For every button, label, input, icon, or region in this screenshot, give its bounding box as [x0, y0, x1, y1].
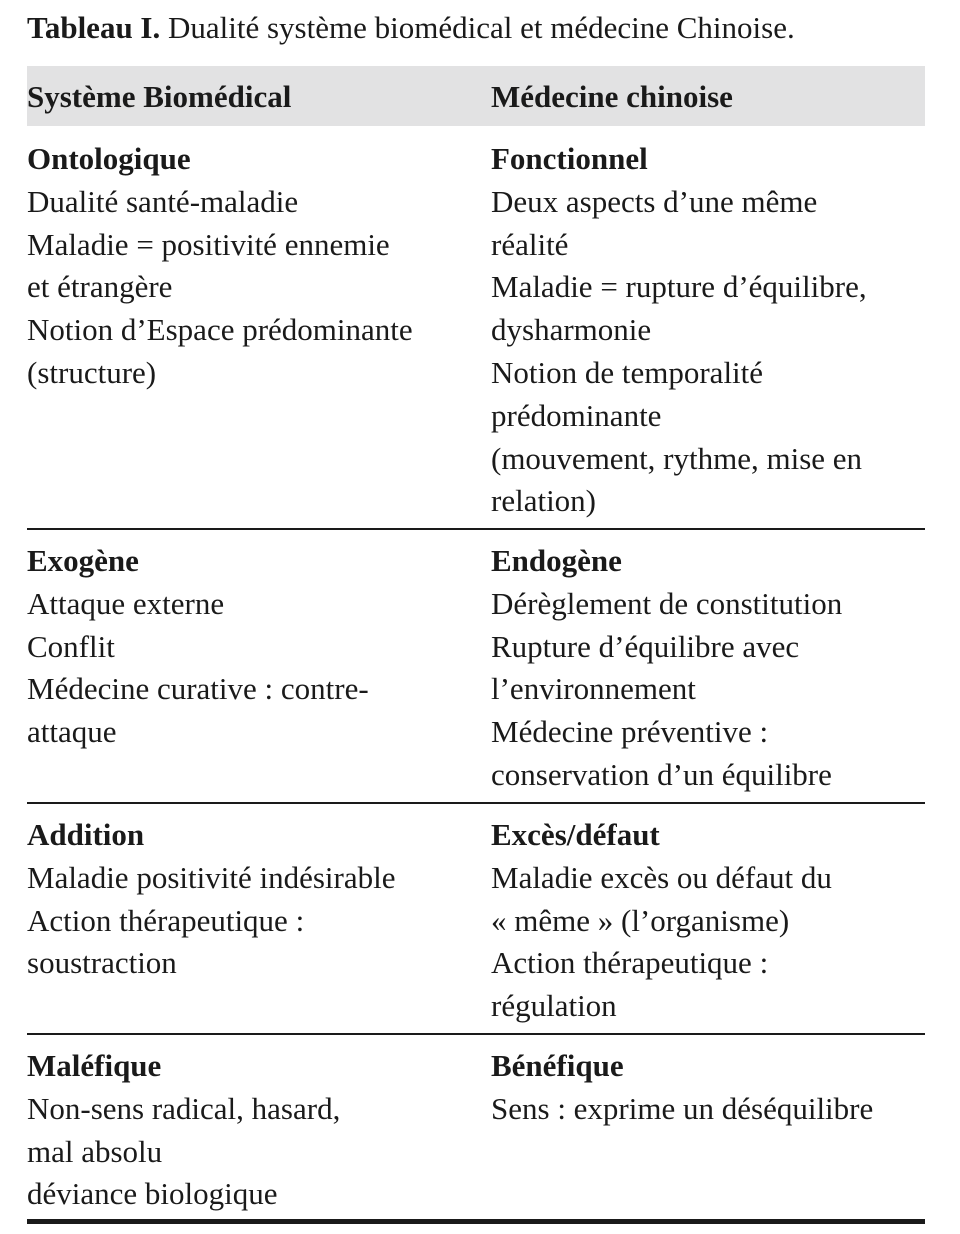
cell-row1-right	[491, 540, 931, 797]
cell-line: Maladie positivité indésirable	[27, 859, 396, 895]
cell-line: régulation	[491, 988, 617, 1024]
cell-line: Sens : exprime un déséquilibre	[491, 1090, 874, 1126]
cell-line: soustraction	[27, 945, 177, 981]
cell-line: Action thérapeutique :	[491, 945, 769, 981]
cell-row0-right	[491, 138, 931, 523]
cell-row1-left	[27, 540, 467, 754]
cell-line: Non-sens radical, hasard,	[27, 1090, 341, 1126]
cell-line: Notion d’Espace prédominante	[27, 312, 413, 348]
cell-line: et étrangère	[27, 269, 173, 305]
cell-title: Excès/défaut	[491, 817, 660, 852]
cell-line: Médecine curative : contre-	[27, 671, 369, 707]
header-chinese-medicine: Médecine chinoise	[491, 79, 733, 114]
cell-line: Action thérapeutique :	[27, 902, 305, 938]
cell-line: prédominante	[491, 397, 662, 433]
cell-row2-left	[27, 814, 467, 985]
cell-row3-right	[491, 1045, 931, 1131]
table-caption	[27, 10, 795, 46]
cell-line: conservation d’un équilibre	[491, 756, 832, 792]
cell-title: Maléfique	[27, 1048, 162, 1083]
cell-row3-left	[27, 1045, 467, 1216]
row-divider	[27, 528, 925, 530]
cell-line: Dualité santé-maladie	[27, 183, 299, 219]
cell-title: Ontologique	[27, 141, 191, 176]
cell-line: réalité	[491, 226, 569, 262]
cell-line: Conflit	[27, 628, 115, 664]
cell-line: attaque	[27, 714, 117, 750]
cell-title: Bénéfique	[491, 1048, 624, 1083]
cell-row2-right	[491, 814, 931, 1028]
cell-line: relation)	[491, 483, 597, 519]
table-bottom-rule	[27, 1219, 925, 1224]
cell-line: Attaque externe	[27, 585, 225, 621]
cell-line: Deux aspects d’une même	[491, 183, 818, 219]
cell-line: Maladie = positivité ennemie	[27, 226, 390, 262]
cell-line: déviance biologique	[27, 1176, 278, 1212]
cell-line: (mouvement, rythme, mise en	[491, 440, 863, 476]
cell-title: Endogène	[491, 543, 622, 578]
caption-text: Dualité système biomédical et médecine Chinoise.	[168, 10, 795, 45]
cell-line: l’environnement	[491, 671, 696, 707]
cell-line: Médecine préventive :	[491, 714, 769, 750]
cell-line: Notion de temporalité	[491, 354, 764, 390]
cell-line: Rupture d’équilibre avec	[491, 628, 800, 664]
cell-line: dysharmonie	[491, 312, 652, 348]
cell-line: Dérèglement de constitution	[491, 585, 843, 621]
cell-line: Maladie = rupture d’équilibre,	[491, 269, 867, 305]
cell-title: Fonctionnel	[491, 141, 648, 176]
cell-line: Maladie excès ou défaut du	[491, 859, 832, 895]
cell-row0-left	[27, 138, 467, 395]
cell-line: mal absolu	[27, 1133, 163, 1169]
header-biomedical: Système Biomédical	[27, 79, 292, 114]
cell-line: (structure)	[27, 354, 157, 390]
cell-title: Exogène	[27, 543, 139, 578]
cell-title: Addition	[27, 817, 145, 852]
row-divider	[27, 1033, 925, 1035]
row-divider	[27, 802, 925, 804]
cell-line: « même » (l’organisme)	[491, 902, 790, 938]
caption-label: Tableau I.	[27, 10, 161, 45]
